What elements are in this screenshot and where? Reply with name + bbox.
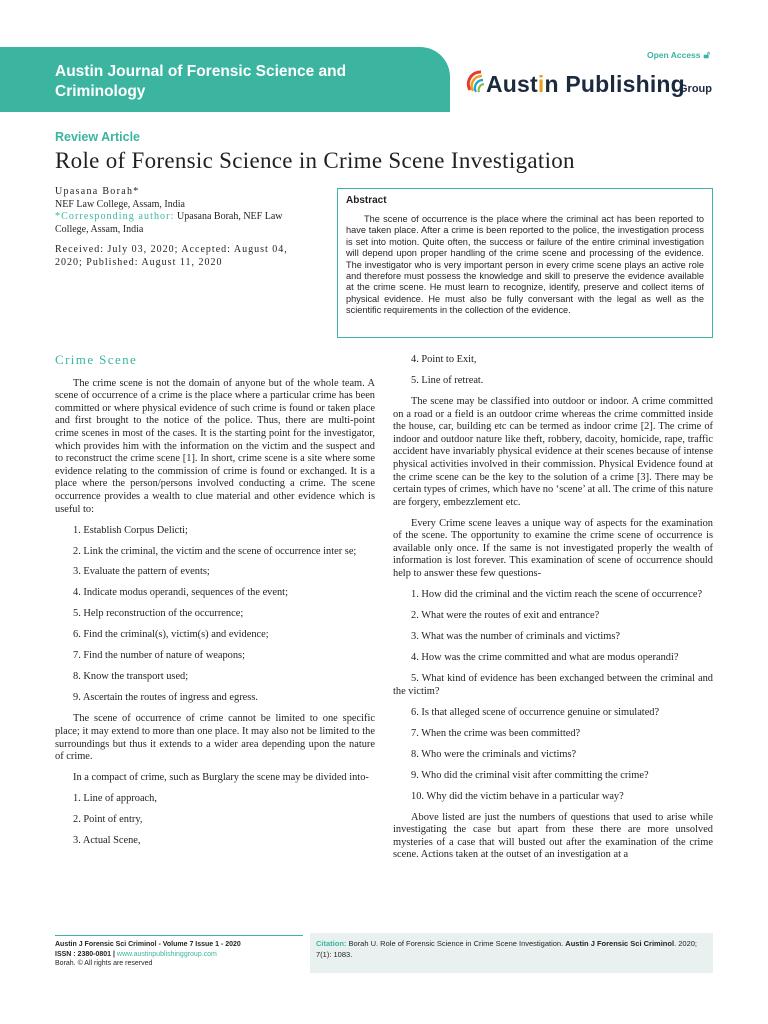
article-title: Role of Forensic Science in Crime Scene Investigation — [55, 148, 575, 173]
footer-journal-info — [55, 935, 303, 971]
body-paragraph: In a compact of crime, such as Burglary the scene may be divided into- — [73, 772, 369, 784]
footer-journal: Austin J Forensic Sci Criminol - Volume 7 Issue 1 - 2020 — [55, 941, 241, 948]
list-item: 8. Know the transport used; — [73, 671, 189, 683]
journal-banner — [0, 47, 450, 112]
list-item: 9. Ascertain the routes of ingress and egress. — [73, 692, 258, 704]
list-item: 2. Point of entry, — [73, 814, 143, 826]
list-item: 5. Line of retreat. — [411, 374, 484, 386]
list-item: 4. Point to Exit, — [411, 354, 477, 365]
left-column — [55, 354, 375, 856]
question-item: 3. What was the number of criminals and victims? — [411, 631, 621, 643]
list-item: 2. Link the criminal, the victim and the scene of occurrence inter se; — [73, 545, 357, 557]
open-access-badge — [647, 50, 710, 61]
list-item: 3. Actual Scene, — [73, 835, 141, 847]
question-item: 6. Is that alleged scene of occurrence genuine or simulated? — [411, 706, 660, 718]
open-access-label: Open Access — [646, 50, 701, 60]
question-item: 2. What were the routes of exit and entrance? — [411, 610, 600, 622]
list-item: 1. Establish Corpus Delicti; — [73, 524, 188, 536]
author-name: Upasana Borah* — [55, 186, 140, 197]
author-affiliation: NEF Law College, Assam, India — [55, 198, 185, 210]
question-item: 7. When the crime was been committed? — [411, 727, 581, 739]
list-item: 1. Line of approach, — [73, 793, 157, 805]
section-heading-crime-scene: Crime Scene — [55, 352, 138, 367]
question-item: 1. How did the criminal and the victim reach the scene of occurrence? — [411, 589, 703, 601]
body-paragraph: Every Crime scene leaves a unique way of aspects for the examination of the scene. The opportunity to examine the crime scene of occurrence is available only once. If the same is not investigated properly the wealth of information is lost forever. This examination of scene of occurrence should help to answer these few questions- — [393, 517, 713, 580]
question-item: 5. What kind of evidence has been exchanged between the criminal and the victim? — [393, 673, 713, 697]
citation-label: Citation: — [316, 939, 347, 948]
question-item: 4. How was the crime committed and what are modus operandi? — [411, 652, 679, 664]
journal-title — [55, 62, 435, 102]
author-info — [55, 186, 315, 269]
body-paragraph: Above listed are just the numbers of questions that used to arise while investigating the case but apart from these there are more unsolved mysteries of a case that will busted out after the examination of the crime scene. Actions taken at the outset of an investigation at a — [393, 811, 713, 861]
publisher-logo — [466, 68, 726, 104]
article-dates: Received: July 03, 2020; Accepted: August 04, 2020; Published: August 11, 2020 — [55, 244, 288, 268]
abstract-text: The scene of occurrence is the place where the criminal act has been reported to have taken place. After a crime is been reported to the police, the investigation process is set into motion. Quite often, the success or failure of the entire criminal investigation will depend upon proper handling of the crime scene and processing of the evidence. The investigator who is very important person in every crime scene plays an active role and therefore must possess the knowledge and skill to preserve the evidence available at the crime scene. He must learn to recognize, identify, preserve and collect items of physical evidence. He must also be fully conversant with the legal as well as the scientific requirements in the collection of the evidence. — [346, 214, 704, 316]
list-item: 4. Indicate modus operandi, sequences of the event; — [73, 587, 288, 599]
right-column — [393, 354, 713, 870]
question-item: 8. Who were the criminals and victims? — [411, 748, 577, 760]
abstract-heading: Abstract — [346, 195, 387, 206]
body-paragraph: The crime scene is not the domain of anyone but of the whole team. A scene of occurrence of a crime is the place where a particular crime has been committed or where physical evidence of such crime is found or taken place and first brought to the notice of the police. Thus, there are multi-point crime scenes in most of the cases. It is the starting point for the investigator, which provides him with the information on the victim and the suspect and to reconstruct the crime scene [1]. In short, crime scene is a site where some evidence relating to the commission of crime is found or exchanged. It is a place where the person/persons involved conducting a crime. The scene occurrence provides a wealth to clue material and other evidence which is useful to: — [55, 377, 375, 515]
publisher-group: Group — [679, 83, 712, 95]
list-item: 7. Find the number of nature of weapons; — [73, 650, 245, 662]
open-access-lock-icon: 🔓︎ — [703, 50, 710, 61]
journal-title-line2: Criminology — [55, 83, 146, 100]
publisher-name: Austin Publishing — [486, 71, 685, 97]
corresponding-author: *Corresponding author: Upasana Borah, NEF Law College, Assam, India — [55, 211, 283, 235]
body-paragraph: The scene may be classified into outdoor or indoor. A crime committed on a road or a field is an outdoor crime whereas the crime committed inside the house, car, building etc can be termed as indoor crime [2]. The crime of indoor and outdoor nature like theft, robbery, dacoity, homicide, rape, traffic accident have invariably physical evidence at their scenes because of intense physical activities involved in their commission. Physical Evidence found at the crime scene can be the key to the solution of a crime [3]. There may be certain types of crimes, which have no ‘scene’ at all. The crime of this nature are forgery, embezzlement etc. — [393, 395, 713, 508]
question-item: 10. Why did the victim behave in a particular way? — [411, 790, 624, 802]
footer-citation: Citation: Borah U. Role of Forensic Science in Crime Scene Investigation. Austin J Forensic Sci Criminol. 2020; 7(1): 1083. — [310, 933, 713, 973]
list-item: 6. Find the criminal(s), victim(s) and evidence; — [73, 629, 269, 641]
list-item: 5. Help reconstruction of the occurrence; — [73, 608, 244, 620]
footer-website-link[interactable]: www.austinpublishinggroup.com — [116, 950, 217, 958]
journal-title-line1: Austin Journal of Forensic Science and — [55, 63, 347, 80]
footer-issn-line: ISSN : 2380-0801 | www.austinpublishinggroup.com — [55, 950, 217, 958]
question-item: 9. Who did the criminal visit after committing the crime? — [411, 769, 649, 781]
list-item: 3. Evaluate the pattern of events; — [73, 566, 210, 578]
article-type: Review Article — [55, 130, 140, 144]
abstract-box — [337, 188, 713, 338]
body-paragraph: The scene of occurrence of crime cannot be limited to one specific place; it may extend to more than one place. It may also not be limited to the surroundings but thus it extends to a wider area depending upon the nature of crime. — [55, 713, 375, 763]
footer-rights: Borah. © All rights are reserved — [55, 960, 153, 967]
